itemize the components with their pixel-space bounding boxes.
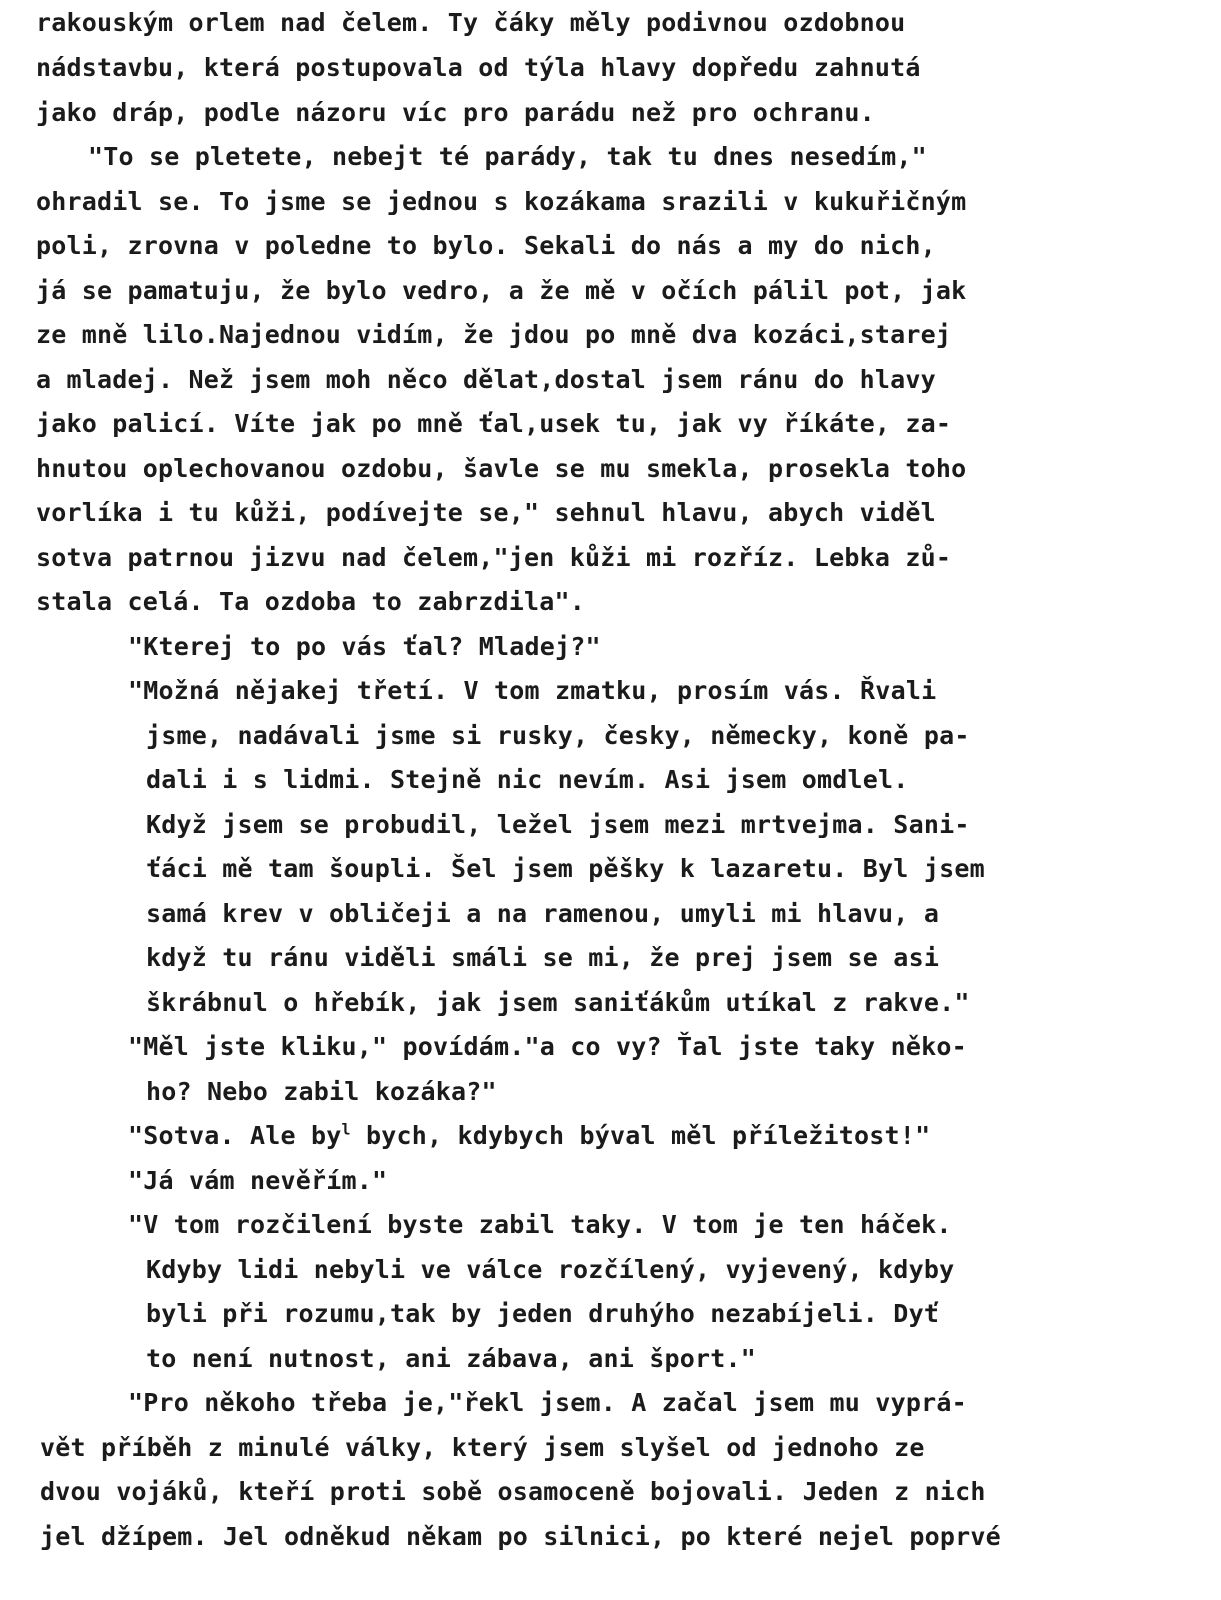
text-line: dali i s lidmi. Stejně nic nevím. Asi jsem omdlel. bbox=[146, 765, 909, 794]
text-line: Když jsem se probudil, ležel jsem mezi mrtvejma. Sani- bbox=[146, 810, 970, 839]
text-line: jsme, nadávali jsme si rusky, česky, německy, koně pa- bbox=[146, 721, 970, 750]
text-line: dvou vojáků, kteří proti sobě osamoceně bojovali. Jeden z nich bbox=[40, 1477, 986, 1506]
text-line: hnutou oplechovanou ozdobu, šavle se mu smekla, prosekla toho bbox=[36, 454, 967, 483]
text-segment: "Sotva. Ale by bbox=[128, 1121, 342, 1150]
text-line: samá krev v obličeji a na ramenou, umyli mi hlavu, a bbox=[146, 899, 940, 928]
text-line: to není nutnost, ani zábava, ani šport." bbox=[146, 1344, 757, 1373]
text-line: Kdyby lidi nebyli ve válce rozčílený, vyjevený, kdyby bbox=[146, 1255, 955, 1284]
text-line: ze mně lilo.Najednou vidím, že jdou po mně dva kozáci,starej bbox=[36, 320, 952, 349]
text-line: jako dráp, podle názoru víc pro parádu než pro ochranu. bbox=[36, 98, 875, 127]
text-line: "Možná nějakej třetí. V tom zmatku, prosím vás. Řvali bbox=[128, 676, 937, 705]
text-line: vět příběh z minulé války, který jsem slyšel od jednoho ze bbox=[40, 1433, 925, 1462]
text-line: "Měl jste kliku," povídám."a co vy? Ťal jste taky něko- bbox=[128, 1032, 967, 1061]
text-line: stala celá. Ta ozdoba to zabrzdila". bbox=[36, 587, 586, 616]
text-line: nádstavbu, která postupovala od týla hlavy dopředu zahnutá bbox=[36, 53, 921, 82]
text-line: ho? Nebo zabil kozáka?" bbox=[146, 1077, 497, 1106]
text-line: "V tom rozčilení byste zabil taky. V tom je ten háček. bbox=[128, 1210, 952, 1239]
text-line: jel džípem. Jel odněkud někam po silnici, po které nejel poprvé bbox=[40, 1522, 1001, 1551]
text-segment: bych, kdybych býval měl příležitost!" bbox=[350, 1121, 931, 1150]
text-line: "Já vám nevěřím." bbox=[128, 1166, 388, 1195]
text-line: byli při rozumu,tak by jeden druhýho nezabíjeli. Dyť bbox=[146, 1299, 940, 1328]
text-line: jako palicí. Víte jak po mně ťal,usek tu, jak vy říkáte, za- bbox=[36, 409, 952, 438]
text-line: "Kterej to po vás ťal? Mladej?" bbox=[128, 632, 601, 661]
text-line: ťáci mě tam šoupli. Šel jsem pěšky k lazaretu. Byl jsem bbox=[146, 854, 985, 883]
text-line: škrábnul o hřebík, jak jsem saniťákům utíkal z rakve." bbox=[146, 988, 970, 1017]
text-line: "To se pletete, nebejt té parády, tak tu dnes nesedím," bbox=[88, 142, 927, 171]
text-line: rakouským orlem nad čelem. Ty čáky měly podivnou ozdobnou bbox=[36, 8, 906, 37]
text-line: když tu ránu viděli smáli se mi, že prej jsem se asi bbox=[146, 943, 940, 972]
text-line: "Pro někoho třeba je,"řekl jsem. A začal jsem mu vyprá- bbox=[128, 1388, 967, 1417]
text-line: sotva patrnou jizvu nad čelem,"jen kůži mi rozříz. Lebka zů- bbox=[36, 543, 952, 572]
superscript-mark: l bbox=[341, 1120, 351, 1139]
text-line: poli, zrovna v poledne to bylo. Sekali do nás a my do nich, bbox=[36, 231, 936, 260]
text-line: a mladej. Než jsem moh něco dělat,dostal jsem ránu do hlavy bbox=[36, 365, 936, 394]
text-line: ohradil se. To jsme se jednou s kozákama srazili v kukuřičným bbox=[36, 187, 967, 216]
text-line: vorlíka i tu kůži, podívejte se," sehnul hlavu, abych viděl bbox=[36, 498, 936, 527]
text-line: já se pamatuju, že bylo vedro, a že mě v očích pálil pot, jak bbox=[36, 276, 967, 305]
text-line bbox=[128, 1121, 930, 1151]
